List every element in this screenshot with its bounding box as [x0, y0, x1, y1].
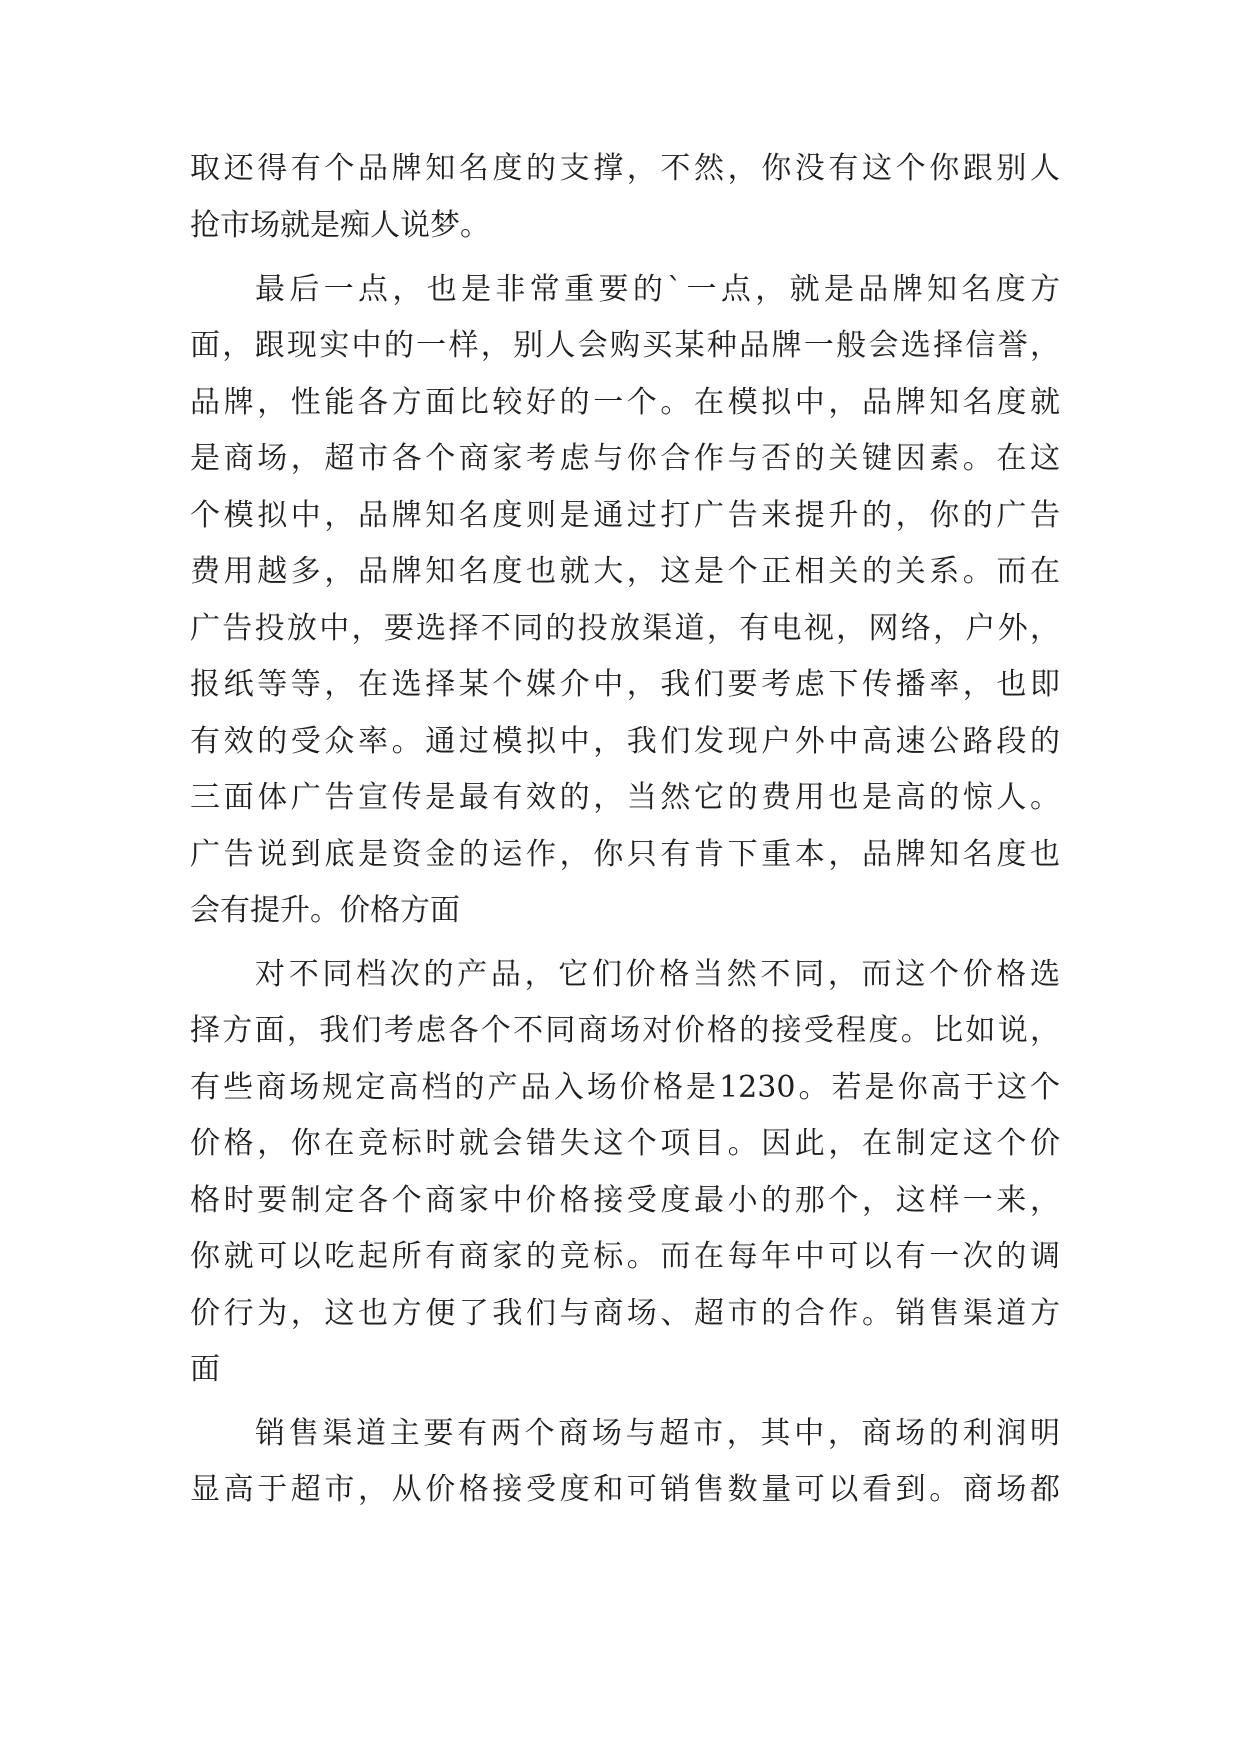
text-line: 报纸等等，在选择某个媒介中，我们要考虑下传播率，也即 [190, 667, 1060, 702]
text-line: 面，跟现实中的一样，别人会购买某种品牌一般会选择信誉， [190, 328, 1060, 363]
text-line: 格时要制定各个商家中价格接受度最小的那个，这样一来， [190, 1183, 1060, 1218]
text-line: 会有提升。价格方面 [190, 893, 460, 928]
text-line: 面 [190, 1352, 220, 1387]
text-line: 最后一点，也是非常重要的`一点，就是品牌知名度方 [255, 272, 1060, 307]
text-line: 费用越多，品牌知名度也就大，这是个正相关的关系。而在 [190, 554, 1060, 589]
text-line: 你就可以吃起所有商家的竞标。而在每年中可以有一次的调 [190, 1239, 1060, 1274]
text-line: 三面体广告宣传是最有效的，当然它的费用也是高的惊人。 [190, 780, 1060, 815]
text-line: 对不同档次的产品，它们价格当然不同，而这个价格选 [255, 957, 1060, 992]
text-line: 是商场，超市各个商家考虑与你合作与否的关键因素。在这 [190, 441, 1060, 476]
text-line: 有效的受众率。通过模拟中，我们发现户外中高速公路段的 [190, 724, 1060, 759]
text-line: 取还得有个品牌知名度的支撑，不然，你没有这个你跟别人 [190, 151, 1060, 186]
text-line: 广告投放中，要选择不同的投放渠道，有电视，网络，户外， [190, 611, 1060, 646]
text-line: 有些商场规定高档的产品入场价格是1230。若是你高于这个 [190, 1070, 1060, 1105]
text-line: 广告说到底是资金的运作，你只有肯下重本，品牌知名度也 [190, 837, 1060, 872]
text-line: 品牌，性能各方面比较好的一个。在模拟中，品牌知名度就 [190, 385, 1060, 420]
text-line: 价行为，这也方便了我们与商场、超市的合作。销售渠道方 [190, 1296, 1060, 1331]
text-line: 择方面，我们考虑各个不同商场对价格的接受程度。比如说， [190, 1013, 1060, 1048]
text-line: 个模拟中，品牌知名度则是通过打广告来提升的，你的广告 [190, 498, 1060, 533]
text-line: 价格，你在竞标时就会错失这个项目。因此，在制定这个价 [190, 1126, 1060, 1161]
text-line: 抢市场就是痴人说梦。 [190, 208, 490, 243]
text-line: 销售渠道主要有两个商场与超市，其中，商场的利润明 [255, 1416, 1060, 1451]
text-line: 显高于超市，从价格接受度和可销售数量可以看到。商场都 [190, 1472, 1060, 1507]
